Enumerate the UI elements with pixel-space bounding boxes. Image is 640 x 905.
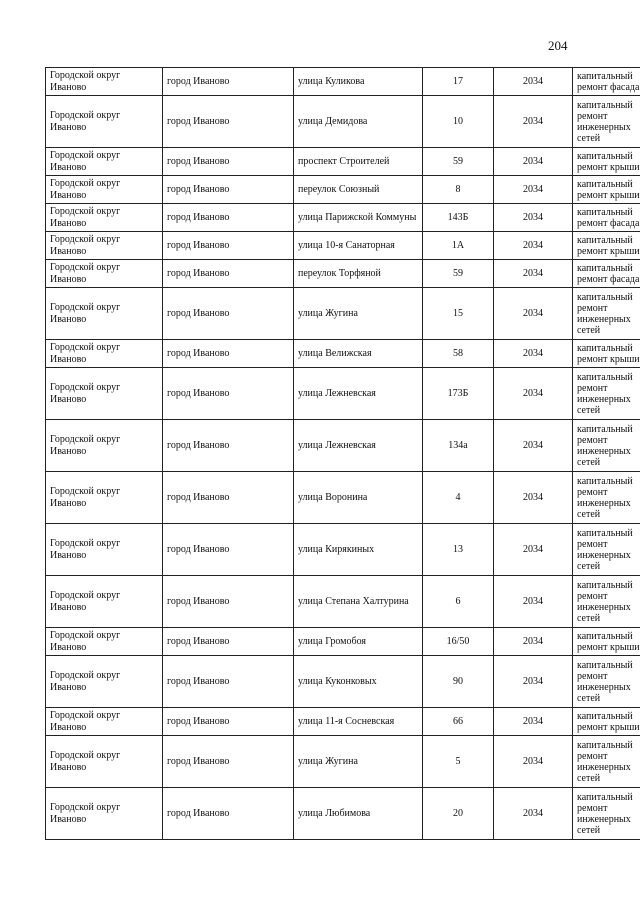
work-type-cell: капитальный ремонт инженерных сетей [573, 736, 640, 788]
year-cell: 2034 [494, 260, 573, 288]
work-type-cell: капитальный ремонт фасада [573, 204, 640, 232]
house-number-cell: 134а [423, 420, 494, 472]
street-cell: улица Демидова [294, 96, 423, 148]
street-cell: улица Воронина [294, 472, 423, 524]
city-cell: город Иваново [163, 176, 294, 204]
house-number-cell: 58 [423, 340, 494, 368]
page-number: 204 [548, 38, 568, 53]
work-type-cell: капитальный ремонт инженерных сетей [573, 420, 640, 472]
city-cell: город Иваново [163, 288, 294, 340]
house-number-cell: 5 [423, 736, 494, 788]
street-cell: переулок Союзный [294, 176, 423, 204]
year-cell: 2034 [494, 148, 573, 176]
work-type-cell: капитальный ремонт фасада [573, 68, 640, 96]
district-cell: Городской округ Иваново [46, 736, 163, 788]
city-cell: город Иваново [163, 148, 294, 176]
street-cell: улица Кирякиных [294, 524, 423, 576]
table-row [46, 368, 640, 420]
city-cell: город Иваново [163, 68, 294, 96]
table-row [46, 524, 640, 576]
year-cell: 2034 [494, 204, 573, 232]
work-type-cell: капитальный ремонт инженерных сетей [573, 472, 640, 524]
city-cell: город Иваново [163, 340, 294, 368]
city-cell: город Иваново [163, 96, 294, 148]
district-cell: Городской округ Иваново [46, 656, 163, 708]
house-number-cell: 10 [423, 96, 494, 148]
city-cell: город Иваново [163, 204, 294, 232]
work-type-cell: капитальный ремонт крыши [573, 232, 640, 260]
table-row [46, 232, 640, 260]
district-cell: Городской округ Иваново [46, 576, 163, 628]
table-row [46, 708, 640, 736]
year-cell: 2034 [494, 68, 573, 96]
year-cell: 2034 [494, 288, 573, 340]
work-type-cell: капитальный ремонт крыши [573, 148, 640, 176]
district-cell: Городской округ Иваново [46, 204, 163, 232]
district-cell: Городской округ Иваново [46, 176, 163, 204]
table-row [46, 148, 640, 176]
district-cell: Городской округ Иваново [46, 288, 163, 340]
year-cell: 2034 [494, 524, 573, 576]
city-cell: город Иваново [163, 576, 294, 628]
district-cell: Городской округ Иваново [46, 68, 163, 96]
district-cell: Городской округ Иваново [46, 788, 163, 840]
table-row [46, 96, 640, 148]
table-row [46, 472, 640, 524]
house-number-cell: 59 [423, 260, 494, 288]
work-type-cell: капитальный ремонт крыши [573, 340, 640, 368]
street-cell: улица Лежневская [294, 368, 423, 420]
work-type-cell: капитальный ремонт инженерных сетей [573, 656, 640, 708]
city-cell: город Иваново [163, 788, 294, 840]
year-cell: 2034 [494, 368, 573, 420]
street-cell: улица Громобоя [294, 628, 423, 656]
work-type-cell: капитальный ремонт инженерных сетей [573, 788, 640, 840]
district-cell: Городской округ Иваново [46, 524, 163, 576]
table-row [46, 736, 640, 788]
city-cell: город Иваново [163, 708, 294, 736]
house-number-cell: 66 [423, 708, 494, 736]
table-row [46, 576, 640, 628]
district-cell: Городской округ Иваново [46, 232, 163, 260]
street-cell: улица Лежневская [294, 420, 423, 472]
table-row [46, 656, 640, 708]
district-cell: Городской округ Иваново [46, 708, 163, 736]
table-row [46, 260, 640, 288]
house-number-cell: 143Б [423, 204, 494, 232]
house-number-cell: 16/50 [423, 628, 494, 656]
year-cell: 2034 [494, 788, 573, 840]
table-row [46, 176, 640, 204]
city-cell: город Иваново [163, 656, 294, 708]
city-cell: город Иваново [163, 232, 294, 260]
work-type-cell: капитальный ремонт инженерных сетей [573, 288, 640, 340]
city-cell: город Иваново [163, 420, 294, 472]
table-body [46, 68, 640, 840]
year-cell: 2034 [494, 340, 573, 368]
house-number-cell: 6 [423, 576, 494, 628]
table-row [46, 420, 640, 472]
work-type-cell: капитальный ремонт инженерных сетей [573, 368, 640, 420]
house-number-cell: 8 [423, 176, 494, 204]
street-cell: проспект Строителей [294, 148, 423, 176]
table-row [46, 340, 640, 368]
repair-schedule-table [45, 67, 640, 840]
house-number-cell: 4 [423, 472, 494, 524]
house-number-cell: 20 [423, 788, 494, 840]
city-cell: город Иваново [163, 260, 294, 288]
work-type-cell: капитальный ремонт крыши [573, 176, 640, 204]
district-cell: Городской округ Иваново [46, 96, 163, 148]
work-type-cell: капитальный ремонт инженерных сетей [573, 524, 640, 576]
year-cell: 2034 [494, 472, 573, 524]
district-cell: Городской округ Иваново [46, 260, 163, 288]
city-cell: город Иваново [163, 628, 294, 656]
house-number-cell: 13 [423, 524, 494, 576]
street-cell: улица 10-я Санаторная [294, 232, 423, 260]
work-type-cell: капитальный ремонт инженерных сетей [573, 576, 640, 628]
street-cell: переулок Торфяной [294, 260, 423, 288]
year-cell: 2034 [494, 576, 573, 628]
table-row [46, 788, 640, 840]
house-number-cell: 15 [423, 288, 494, 340]
year-cell: 2034 [494, 176, 573, 204]
district-cell: Городской округ Иваново [46, 340, 163, 368]
year-cell: 2034 [494, 736, 573, 788]
house-number-cell: 1А [423, 232, 494, 260]
year-cell: 2034 [494, 708, 573, 736]
work-type-cell: капитальный ремонт крыши [573, 628, 640, 656]
city-cell: город Иваново [163, 736, 294, 788]
year-cell: 2034 [494, 96, 573, 148]
year-cell: 2034 [494, 628, 573, 656]
street-cell: улица Жугина [294, 736, 423, 788]
year-cell: 2034 [494, 420, 573, 472]
street-cell: улица 11-я Сосневская [294, 708, 423, 736]
year-cell: 2034 [494, 232, 573, 260]
table-row [46, 288, 640, 340]
street-cell: улица Парижской Коммуны [294, 204, 423, 232]
house-number-cell: 17 [423, 68, 494, 96]
street-cell: улица Куликова [294, 68, 423, 96]
district-cell: Городской округ Иваново [46, 148, 163, 176]
street-cell: улица Степана Халтурина [294, 576, 423, 628]
year-cell: 2034 [494, 656, 573, 708]
work-type-cell: капитальный ремонт фасада [573, 260, 640, 288]
work-type-cell: капитальный ремонт крыши [573, 708, 640, 736]
street-cell: улица Велижская [294, 340, 423, 368]
table-row [46, 628, 640, 656]
district-cell: Городской округ Иваново [46, 628, 163, 656]
district-cell: Городской округ Иваново [46, 368, 163, 420]
city-cell: город Иваново [163, 524, 294, 576]
district-cell: Городской округ Иваново [46, 472, 163, 524]
work-type-cell: капитальный ремонт инженерных сетей [573, 96, 640, 148]
table-row [46, 68, 640, 96]
street-cell: улица Куконковых [294, 656, 423, 708]
city-cell: город Иваново [163, 368, 294, 420]
house-number-cell: 59 [423, 148, 494, 176]
city-cell: город Иваново [163, 472, 294, 524]
street-cell: улица Любимова [294, 788, 423, 840]
street-cell: улица Жугина [294, 288, 423, 340]
house-number-cell: 173Б [423, 368, 494, 420]
district-cell: Городской округ Иваново [46, 420, 163, 472]
house-number-cell: 90 [423, 656, 494, 708]
table-row [46, 204, 640, 232]
